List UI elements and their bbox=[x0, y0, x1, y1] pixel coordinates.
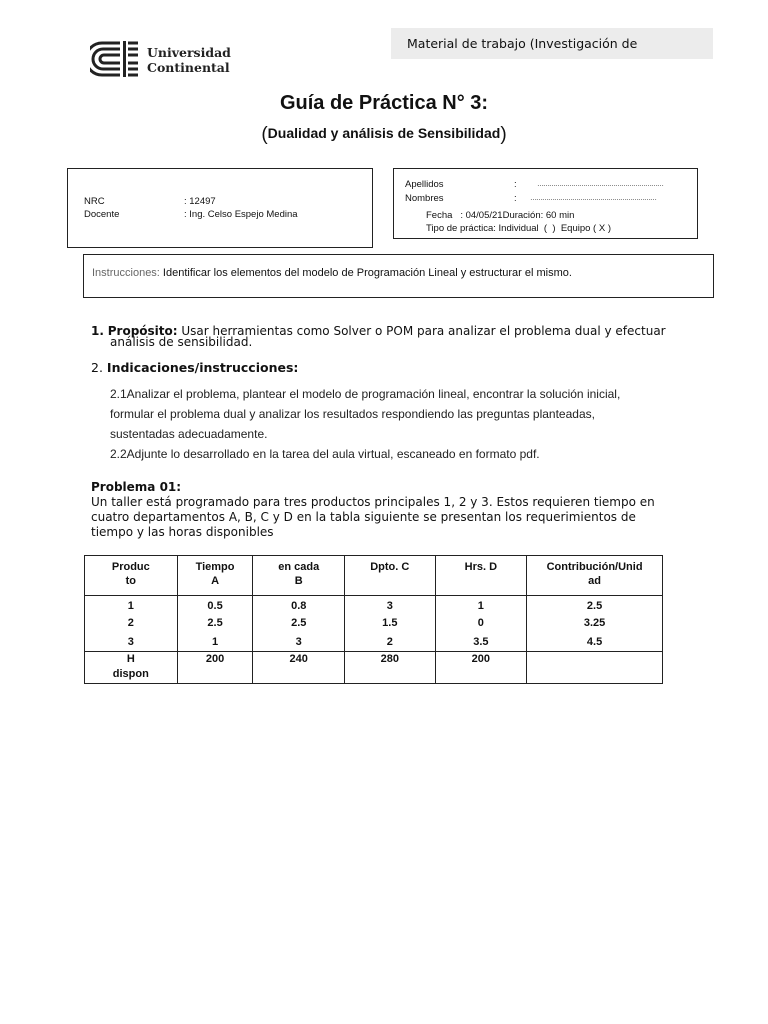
table-cell: 2.5 bbox=[177, 617, 253, 636]
table-cell bbox=[345, 652, 436, 684]
nombres-colon: : bbox=[514, 193, 517, 204]
table-cell bbox=[435, 652, 527, 684]
table-cell: 2 bbox=[85, 617, 178, 636]
cell-line: 200 bbox=[471, 653, 491, 665]
university-name-line2: Continental bbox=[147, 60, 230, 75]
table-row bbox=[85, 596, 663, 618]
apellidos-label: Apellidos bbox=[405, 179, 444, 190]
subtitle-open-paren: ( bbox=[261, 124, 268, 145]
table-cell: 3.5 bbox=[435, 636, 527, 652]
cell-line: dispon bbox=[112, 668, 149, 680]
section-1-number: 1. bbox=[91, 324, 104, 338]
nombres-field[interactable]: ……………………………………………………… bbox=[530, 195, 656, 202]
header-cell bbox=[345, 556, 436, 596]
section-2-number: 2. bbox=[91, 360, 103, 375]
problem-title: Problema 01: bbox=[91, 480, 182, 494]
header-line: ad bbox=[588, 575, 601, 587]
paragraph-2-2: 2.2Adjunte lo desarrollado en la tarea del aula virtual, escaneado en formato pdf. bbox=[110, 447, 540, 461]
page-title: Guía de Práctica N° 3: bbox=[279, 92, 489, 114]
header-line: Hrs. D bbox=[464, 561, 498, 573]
table-cell: 2 bbox=[345, 636, 436, 652]
problem-text-line1: Un taller está programado para tres productos principales 1, 2 y 3. Estos requieren tiempo en bbox=[91, 495, 655, 509]
table-cell: 1 bbox=[435, 596, 527, 618]
table-cell: 2.5 bbox=[253, 617, 345, 636]
paragraph-2-1-line3: sustentadas adecuadamente. bbox=[110, 427, 268, 441]
table-cell: 4.5 bbox=[527, 636, 663, 652]
subtitle-close-paren: ) bbox=[500, 124, 507, 145]
instructions-text: Identificar los elementos del modelo de Programación Lineal y estructurar el mismo. bbox=[159, 267, 572, 279]
section-instructions bbox=[91, 362, 298, 373]
subtitle-text: Dualidad y análisis de Sensibilidad bbox=[267, 125, 501, 141]
nrc-value: : 12497 bbox=[184, 196, 216, 207]
header-line: B bbox=[294, 575, 303, 587]
table-cell bbox=[177, 652, 253, 684]
section-2-label: Indicaciones/instrucciones: bbox=[106, 360, 299, 375]
header-cell bbox=[253, 556, 345, 596]
header-line: en cada bbox=[278, 561, 320, 573]
table-cell: 2.5 bbox=[527, 596, 663, 618]
instructions-line bbox=[92, 267, 572, 279]
section-1-text: Usar herramientas como Solver o POM para analizar el problema dual y efectuar bbox=[177, 324, 666, 338]
tipo-practica: Tipo de práctica: Individual ( ) Equipo ( X ) bbox=[426, 223, 611, 234]
cell-line: H bbox=[126, 653, 135, 665]
material-header-tag: Material de trabajo (Investigación de bbox=[391, 28, 713, 59]
section-1-label: Propósito: bbox=[107, 324, 178, 338]
university-name-line1: Universidad bbox=[147, 45, 231, 60]
paragraph-2-1-line2: formular el problema dual y analizar los resultados respondiendo las preguntas planteadas, bbox=[110, 407, 595, 421]
cell-line: 200 bbox=[205, 653, 225, 665]
apellidos-colon: : bbox=[514, 179, 517, 190]
header-line: A bbox=[211, 575, 220, 587]
table-cell: 1.5 bbox=[345, 617, 436, 636]
header-line: Contribución/Unid bbox=[546, 561, 643, 573]
continental-logo-icon bbox=[90, 40, 140, 78]
docente-value: : Ing. Celso Espejo Medina bbox=[184, 209, 298, 220]
cell-line: 280 bbox=[380, 653, 399, 665]
table-cell: 3 bbox=[85, 636, 178, 652]
table-cell: 3 bbox=[253, 636, 345, 652]
header-cell bbox=[527, 556, 663, 596]
requirements-table bbox=[84, 555, 663, 684]
page-subtitle bbox=[0, 124, 768, 146]
docente-label: Docente bbox=[84, 209, 120, 220]
table-header-row bbox=[85, 556, 663, 596]
problem-text-line3: tiempo y las horas disponibles bbox=[91, 525, 274, 539]
header-line: Produc bbox=[111, 561, 150, 573]
fecha-duracion: Fecha : 04/05/21Duración: 60 min bbox=[426, 210, 575, 221]
table-cell: 1 bbox=[85, 596, 178, 618]
table-row-available-hours bbox=[85, 652, 663, 684]
university-logo bbox=[90, 40, 240, 80]
apellidos-field[interactable]: ……………………………………………………… bbox=[537, 181, 663, 188]
table-cell bbox=[527, 652, 663, 684]
header-cell bbox=[435, 556, 527, 596]
table-row bbox=[85, 636, 663, 652]
section-1-text-line2: análisis de sensibilidad. bbox=[110, 335, 253, 349]
table-row bbox=[85, 617, 663, 636]
header-line: to bbox=[125, 575, 137, 587]
header-line: Tiempo bbox=[195, 561, 235, 573]
cell-line: 240 bbox=[289, 653, 308, 665]
table-cell: 0.8 bbox=[253, 596, 345, 618]
instructions-label: Instrucciones: bbox=[92, 267, 160, 279]
paragraph-2-1-line1: 2.1Analizar el problema, plantear el modelo de programación lineal, encontrar la solución inicial, bbox=[110, 387, 621, 401]
table-cell: 0 bbox=[435, 617, 527, 636]
header-line: Dpto. C bbox=[370, 561, 410, 573]
table-cell bbox=[253, 652, 345, 684]
nombres-label: Nombres bbox=[405, 193, 444, 204]
table-cell: 3.25 bbox=[527, 617, 663, 636]
university-name bbox=[147, 45, 231, 75]
table-cell bbox=[85, 652, 178, 684]
nrc-label: NRC bbox=[84, 196, 105, 207]
header-cell bbox=[85, 556, 178, 596]
problem-text-line2: cuatro departamentos A, B, C y D en la tabla siguiente se presentan los requerimientos de bbox=[91, 510, 636, 524]
table-cell: 3 bbox=[345, 596, 436, 618]
header-cell bbox=[177, 556, 253, 596]
table-cell: 1 bbox=[177, 636, 253, 652]
table-cell: 0.5 bbox=[177, 596, 253, 618]
course-info-box bbox=[67, 168, 373, 248]
